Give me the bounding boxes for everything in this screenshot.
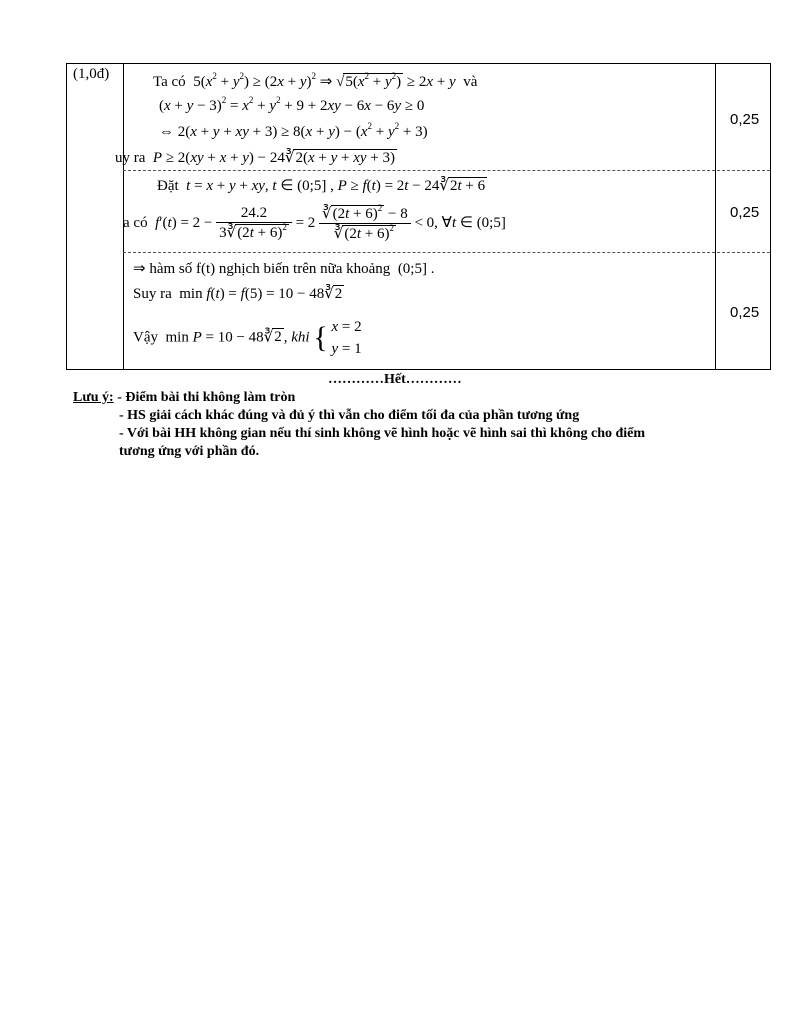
notes-label: Lưu ý: (73, 390, 114, 405)
note-text: - HS giải cách khác đúng và đủ ý thì vẫn cho điểm tối đa của phần tương ứng (119, 408, 580, 423)
formula-line: Suy ra min f(t) = f(5) = 10 − 48∛2 (133, 286, 343, 302)
formula-line: ⇔ 2(x + y + xy + $3) \ge 8(x + y) - (x^2 + y^2 + 3)$ (159, 121, 428, 140)
note-row (73, 389, 645, 407)
fraction: $\frac{∛(2t + 6)^2 - 8}{∛(2t + 6)^2}$ (319, 204, 411, 243)
notes-section (73, 389, 645, 461)
formula-line: $(x + y - 3)^2 = x^2 + y^2 + 9 + 2xy - 6x - 6y \ge 0$ (159, 95, 425, 114)
score-value: 0,25 (730, 111, 760, 128)
end-marker: …………Hết………… (328, 372, 462, 387)
row-divider (123, 252, 770, 253)
fraction: $\frac{24.2}{3∛(2t + 6)^2}$ (216, 205, 292, 242)
column-divider-right (715, 64, 716, 369)
note-text: - Điểm bài thi không làm tròn (117, 390, 296, 405)
formula-line: Ta có $5(x^2 + y^2) \ge (2x + y)^2$ ⇒ $√5(x^2 + y^2) \ge 2x + y$ và (153, 71, 478, 90)
score-value: 0,25 (730, 304, 760, 321)
score-value: 0,25 (730, 204, 760, 221)
scoring-table (66, 63, 771, 370)
part-label: (1,0đ) (73, 66, 110, 82)
formula-line: Vậy min P = 10 − 48∛2 , khi { x = 2 y = 1 (133, 319, 362, 357)
row-divider (123, 170, 770, 171)
note-text: tương ứng với phần đó. (119, 444, 260, 459)
note-text: - Với bài HH không gian nếu thí sinh không vẽ hình hoặc vẽ hình sai thì không cho điểm (119, 426, 646, 441)
formula-line: ⇒ hàm số f(t) nghịch biến trên nữa khoảng (0;5] . (133, 261, 435, 277)
formula-line: Đặt t = x + y + xy, t ∈ (0;5] , P ≥ f(t) = 2t − 24∛2t + 6 (157, 178, 486, 194)
formula-line: uy ra P ≥ 2(xy + x + y) − 24∛2(x + y + xy + 3) (115, 150, 396, 166)
formula-line: a có f′(t) = 2 − $\frac{24.2}{3∛(2t + 6)^2}$ = 2 $\frac{∛(2t + 6)^2 - 8}{∛(2t + 6)^2}$ < 0, ∀t ∈ (0;5] (123, 203, 506, 242)
